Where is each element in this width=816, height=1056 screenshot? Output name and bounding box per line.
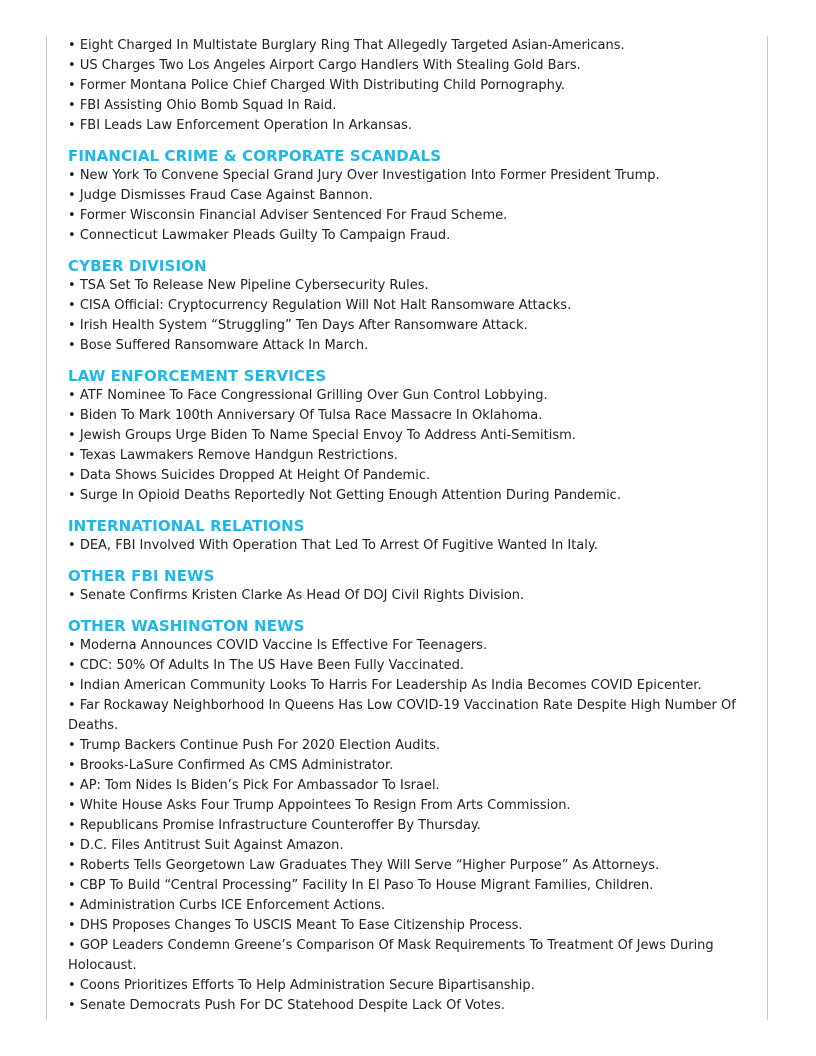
section-heading: OTHER WASHINGTON NEWS <box>68 617 305 635</box>
news-section <box>68 616 748 1016</box>
headline-item[interactable]: • FBI Leads Law Enforcement Operation In Arkansas. <box>68 116 748 136</box>
headline-list <box>68 636 748 1016</box>
headline-item[interactable]: • Roberts Tells Georgetown Law Graduates They Will Serve “Higher Purpose” As Attorneys. <box>68 856 748 876</box>
headline-item[interactable]: • Former Montana Police Chief Charged With Distributing Child Pornography. <box>68 76 748 96</box>
headline-item[interactable]: • FBI Assisting Ohio Bomb Squad In Raid. <box>68 96 748 116</box>
section-heading: FINANCIAL CRIME & CORPORATE SCANDALS <box>68 147 442 165</box>
headline-item[interactable]: • Administration Curbs ICE Enforcement Actions. <box>68 896 748 916</box>
headline-list <box>68 276 748 356</box>
headline-item[interactable]: • Senate Confirms Kristen Clarke As Head Of DOJ Civil Rights Division. <box>68 586 748 606</box>
headline-item[interactable]: • Irish Health System “Struggling” Ten Days After Ransomware Attack. <box>68 316 748 336</box>
headline-item[interactable]: • Brooks-LaSure Confirmed As CMS Administrator. <box>68 756 748 776</box>
headline-item[interactable]: • Eight Charged In Multistate Burglary Ring That Allegedly Targeted Asian-Americans. <box>68 36 748 56</box>
headline-item[interactable]: • CBP To Build “Central Processing” Facility In El Paso To House Migrant Families, Children. <box>68 876 748 896</box>
headline-item[interactable]: • Moderna Announces COVID Vaccine Is Effective For Teenagers. <box>68 636 748 656</box>
news-section <box>68 516 748 556</box>
headline-item[interactable]: • Indian American Community Looks To Harris For Leadership As India Becomes COVID Epicenter. <box>68 676 748 696</box>
news-section <box>68 146 748 246</box>
news-section <box>68 366 748 506</box>
section-heading: INTERNATIONAL RELATIONS <box>68 517 305 535</box>
headline-item[interactable]: • ATF Nominee To Face Congressional Grilling Over Gun Control Lobbying. <box>68 386 748 406</box>
headline-item[interactable]: • Bose Suffered Ransomware Attack In March. <box>68 336 748 356</box>
headline-list <box>68 386 748 506</box>
headline-list <box>68 536 748 556</box>
headline-item[interactable]: • AP: Tom Nides Is Biden’s Pick For Ambassador To Israel. <box>68 776 748 796</box>
news-section <box>68 566 748 606</box>
headline-item[interactable]: • White House Asks Four Trump Appointees To Resign From Arts Commission. <box>68 796 748 816</box>
headline-item[interactable]: • CDC: 50% Of Adults In The US Have Been Fully Vaccinated. <box>68 656 748 676</box>
headline-list <box>68 36 748 136</box>
headline-item[interactable]: • Coons Prioritizes Efforts To Help Administration Secure Bipartisanship. <box>68 976 748 996</box>
headline-item[interactable]: • CISA Official: Cryptocurrency Regulation Will Not Halt Ransomware Attacks. <box>68 296 748 316</box>
headline-item[interactable]: • Surge In Opioid Deaths Reportedly Not Getting Enough Attention During Pandemic. <box>68 486 748 506</box>
section-list <box>68 36 748 1016</box>
headline-item[interactable]: • DEA, FBI Involved With Operation That Led To Arrest Of Fugitive Wanted In Italy. <box>68 536 748 556</box>
news-section <box>68 256 748 356</box>
headline-item[interactable]: • GOP Leaders Condemn Greene’s Comparison Of Mask Requirements To Treatment Of Jews During Holocaust. <box>68 936 748 976</box>
headline-item[interactable]: • Judge Dismisses Fraud Case Against Bannon. <box>68 186 748 206</box>
headline-item[interactable]: • US Charges Two Los Angeles Airport Cargo Handlers With Stealing Gold Bars. <box>68 56 748 76</box>
headline-item[interactable]: • Former Wisconsin Financial Adviser Sentenced For Fraud Scheme. <box>68 206 748 226</box>
headline-item[interactable]: • TSA Set To Release New Pipeline Cybersecurity Rules. <box>68 276 748 296</box>
headline-list <box>68 166 748 246</box>
headline-item[interactable]: • Texas Lawmakers Remove Handgun Restrictions. <box>68 446 748 466</box>
news-section <box>68 36 748 136</box>
headline-item[interactable]: • DHS Proposes Changes To USCIS Meant To Ease Citizenship Process. <box>68 916 748 936</box>
section-heading: CYBER DIVISION <box>68 257 207 275</box>
headline-item[interactable]: • Jewish Groups Urge Biden To Name Special Envoy To Address Anti-Semitism. <box>68 426 748 446</box>
headline-item[interactable]: • Republicans Promise Infrastructure Counteroffer By Thursday. <box>68 816 748 836</box>
headline-item[interactable]: • Biden To Mark 100th Anniversary Of Tulsa Race Massacre In Oklahoma. <box>68 406 748 426</box>
section-heading: OTHER FBI NEWS <box>68 567 215 585</box>
headline-list <box>68 586 748 606</box>
headline-item[interactable]: • Data Shows Suicides Dropped At Height Of Pandemic. <box>68 466 748 486</box>
headline-item[interactable]: • New York To Convene Special Grand Jury Over Investigation Into Former President Trump. <box>68 166 748 186</box>
headline-item[interactable]: • D.C. Files Antitrust Suit Against Amazon. <box>68 836 748 856</box>
newsletter-content <box>68 36 748 1016</box>
headline-item[interactable]: • Far Rockaway Neighborhood In Queens Has Low COVID-19 Vaccination Rate Despite High Number Of Deaths. <box>68 696 748 736</box>
headline-item[interactable]: • Connecticut Lawmaker Pleads Guilty To Campaign Fraud. <box>68 226 748 246</box>
headline-item[interactable]: • Trump Backers Continue Push For 2020 Election Audits. <box>68 736 748 756</box>
section-heading: LAW ENFORCEMENT SERVICES <box>68 367 327 385</box>
headline-item[interactable]: • Senate Democrats Push For DC Statehood Despite Lack Of Votes. <box>68 996 748 1016</box>
